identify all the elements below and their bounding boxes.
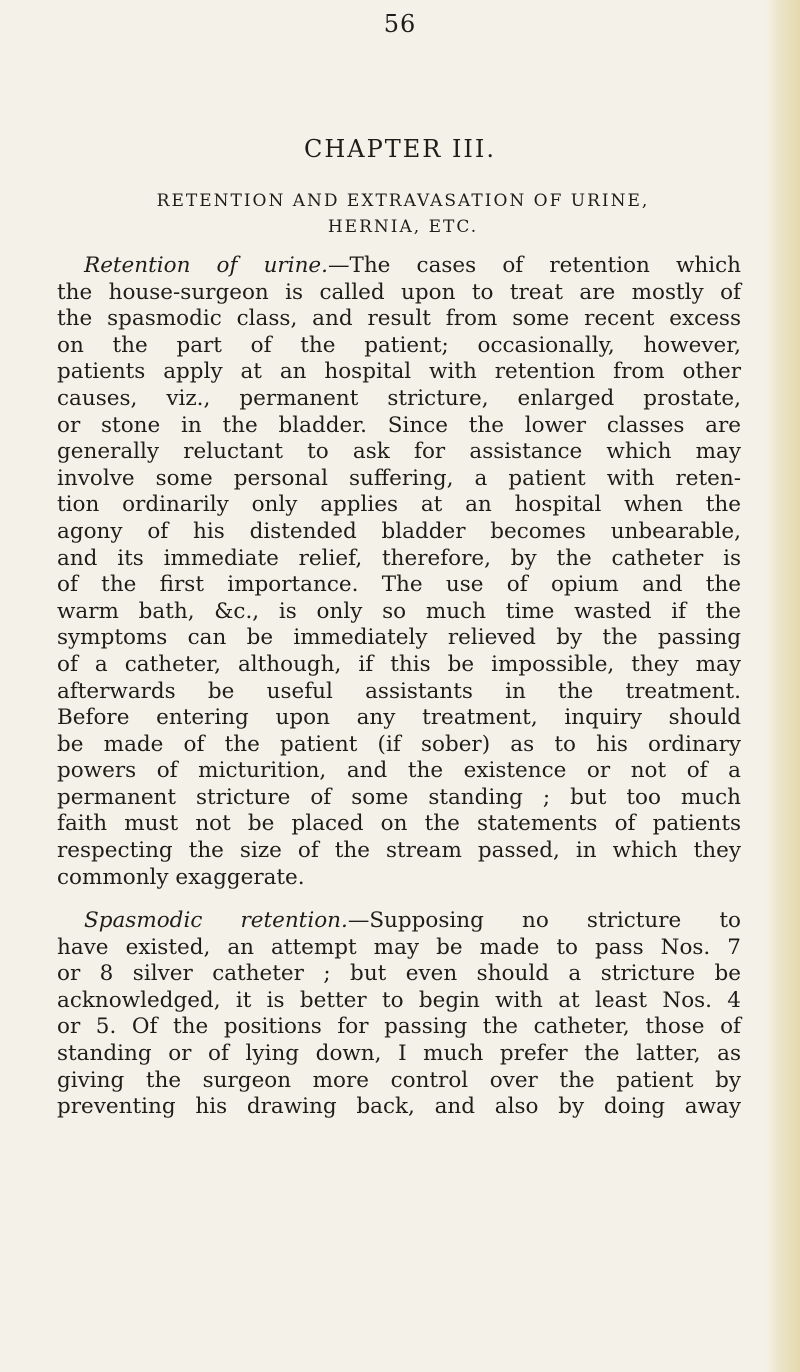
- text-line: preventing his drawing back, and also by doing away: [57, 1094, 741, 1120]
- text-line: and its immediate relief, therefore, by the catheter is: [57, 545, 741, 571]
- text-line: the spasmodic class, and result from some recent excess: [57, 306, 741, 332]
- text-line: commonly exaggerate.: [57, 864, 305, 890]
- text-line: faith must not be placed on the statements of patients: [57, 811, 741, 837]
- text-line: have existed, an attempt may be made to pass Nos. 7: [57, 934, 741, 960]
- text-line: tion ordinarily only applies at an hospital when the: [57, 492, 741, 518]
- subtitle-line: HERNIA, ETC.: [327, 217, 479, 237]
- text-line: on the part of the patient; occasionally, however,: [57, 332, 741, 358]
- text-line: powers of micturition, and the existence or not of a: [57, 758, 741, 784]
- text-line: permanent stricture of some standing ; but too much: [57, 784, 741, 810]
- text-line: agony of his distended bladder becomes unbearable,: [57, 518, 741, 544]
- text-line: warm bath, &c., is only so much time wasted if the: [57, 598, 741, 624]
- chapter-title: CHAPTER III.: [303, 135, 497, 163]
- paragraph-first-line: [57, 908, 741, 935]
- chapter-subtitle: [118, 188, 688, 240]
- text-line: generally reluctant to ask for assistance which may: [57, 439, 741, 465]
- paragraph-heading: Retention of urine.: [84, 253, 328, 278]
- paragraph-spasmodic-retention: [57, 908, 741, 1121]
- page-number: 56: [383, 10, 417, 38]
- text-line: or 5. Of the positions for passing the catheter, those of: [57, 1014, 741, 1040]
- text-line: afterwards be useful assistants in the treatment.: [57, 678, 741, 704]
- paragraph-text: —The cases of retention which: [328, 253, 741, 278]
- text-line: acknowledged, it is better to begin with at least Nos. 4: [57, 987, 741, 1013]
- text-line: or 8 silver catheter ; but even should a stricture be: [57, 961, 741, 987]
- text-line: of a catheter, although, if this be impossible, they may: [57, 651, 741, 677]
- paragraph-first-line: [57, 253, 741, 280]
- text-line: standing or of lying down, I much prefer the latter, as: [57, 1040, 741, 1066]
- text-line: giving the surgeon more control over the patient by: [57, 1067, 741, 1093]
- text-line: patients apply at an hospital with retention from other: [57, 359, 741, 385]
- subtitle-line: RETENTION AND EXTRAVASATION OF URINE,: [156, 191, 650, 211]
- page-edge-shadow: [766, 0, 800, 1372]
- text-line: of the first importance. The use of opium and the: [57, 572, 741, 598]
- text-line: the house-surgeon is called upon to treat are mostly of: [57, 279, 741, 305]
- text-line: Before entering upon any treatment, inquiry should: [57, 705, 741, 731]
- text-line: involve some personal suffering, a patient with reten-: [57, 465, 741, 491]
- text-line: respecting the size of the stream passed, in which they: [57, 838, 741, 864]
- text-line: symptoms can be immediately relieved by the passing: [57, 625, 741, 651]
- text-line: causes, viz., permanent stricture, enlarged prostate,: [57, 385, 741, 411]
- paragraph-retention-of-urine: [57, 253, 741, 891]
- paragraph-heading: Spasmodic retention.: [84, 908, 348, 933]
- paragraph-text: —Supposing no stricture to: [347, 908, 741, 933]
- text-line: be made of the patient (if sober) as to his ordinary: [57, 731, 741, 757]
- text-line: or stone in the bladder. Since the lower classes are: [57, 412, 741, 438]
